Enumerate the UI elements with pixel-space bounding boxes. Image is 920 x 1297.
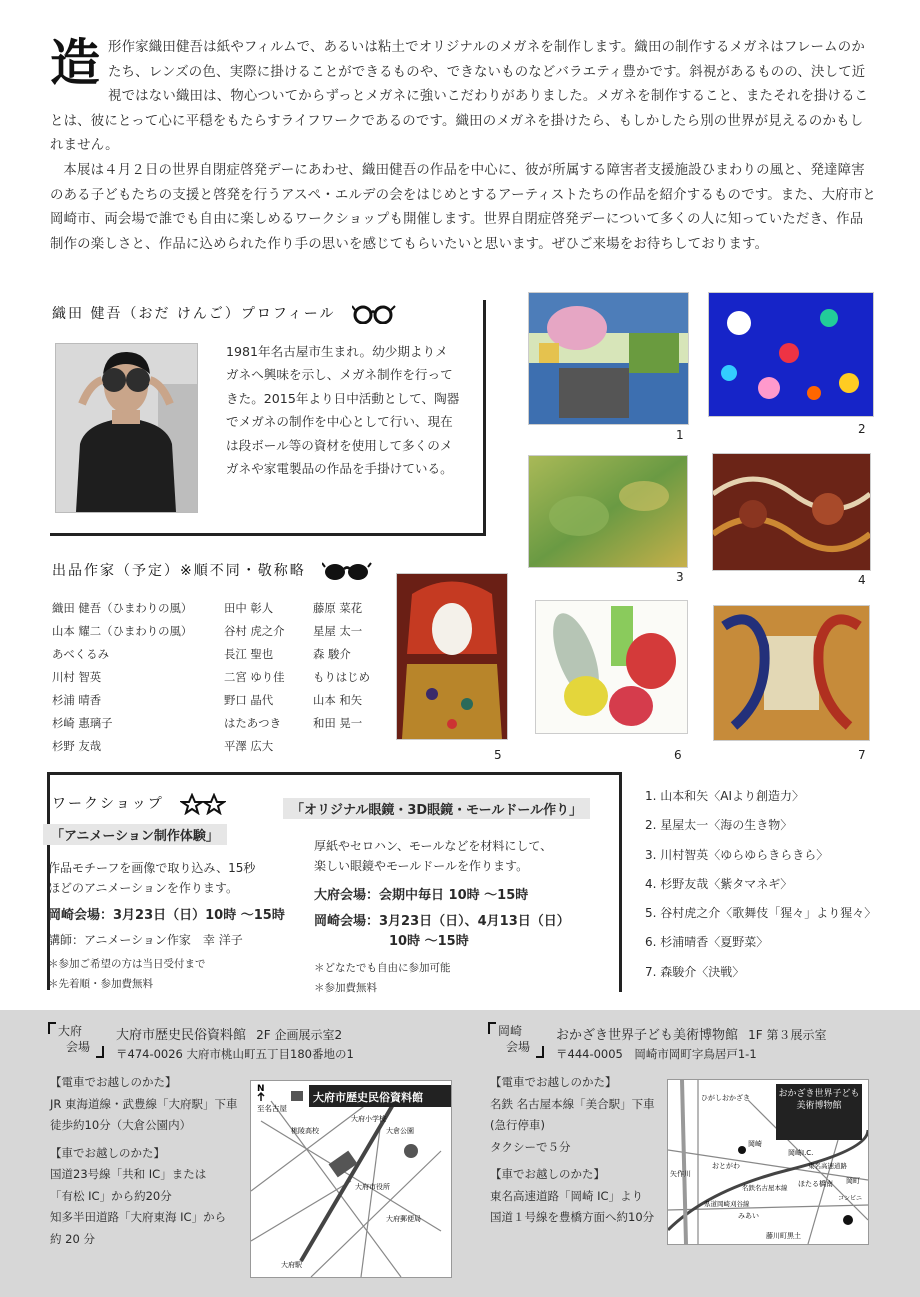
workshop-bracket-right <box>619 772 622 992</box>
workshop-a-note-2: ＊先着順・参加費無料 <box>48 978 153 990</box>
artist-name: もりはじめ <box>313 670 370 684</box>
artwork-number-4: 4 <box>858 573 866 587</box>
okazaki-map-label-9: 県道岡崎刈谷線 <box>704 1200 750 1208</box>
workshop-heading-text: ワークショップ <box>52 796 164 812</box>
workshop-b-venue-2: 岡崎会場：3月23日（日）、4月13日（日） <box>314 914 570 929</box>
okazaki-car-heading: 【車でお越しのかた】 <box>490 1167 605 1181</box>
okazaki-tag-2: 会場 <box>506 1040 531 1054</box>
obu-room: 2F 企画展示室2 <box>256 1028 343 1042</box>
obu-name: 大府市歴史民俗資料館 <box>116 1028 247 1043</box>
artwork-4 <box>712 453 871 571</box>
obu-map-label-3: 大倉公園 <box>386 1127 414 1135</box>
artist-name: 織田 健吾（ひまわりの風） <box>52 601 193 615</box>
okazaki-train-3: タクシーで５分 <box>490 1139 571 1154</box>
artwork-caption: 3. 川村智英〈ゆらゆらきらきら〉 <box>645 847 829 862</box>
okazaki-car-1: 東名高速道路「岡崎 IC」より <box>490 1188 644 1203</box>
profile-bracket-right <box>483 300 486 536</box>
okazaki-map-label-2: 岡崎 <box>748 1140 762 1148</box>
intro-paragraph-2: 本展は４月２日の世界自閉症啓発デーにあわせ、織田健吾の作品を中心に、彼が所属する障害者支援施設ひまわりの風と、発達障害のある子どもたちの支援と啓発を行うアスペ・エルデの会をはじめとするアーティストたちの作品を紹介するものです。また、大府市と岡崎市、両会場で誰でも自由に楽しめるワークショップも開催します。世界自閉症啓発デーについて多くの人に知っていただき、作品制作の楽しさと、作品に込められた作り手の思いを感じてもらいたいと思います。ぜひご来場をお待ちしております。 <box>50 162 876 252</box>
okazaki-map-label-11: 藤川町黒土 <box>766 1232 801 1240</box>
workshop-bracket-top <box>47 772 622 775</box>
dropcap: 造 <box>50 33 101 92</box>
obu-car-3: 知多半田道路「大府東海 IC」から <box>50 1210 227 1224</box>
obu-map-title: 大府市歴史民俗資料館 <box>313 1091 423 1104</box>
artwork-caption: 2. 星屋太一〈海の生き物〉 <box>645 818 793 833</box>
glasses-icon <box>352 304 396 324</box>
artist-name: 森 駿介 <box>313 647 351 661</box>
profile-bracket-bottom <box>50 533 486 536</box>
artwork-number-3: 3 <box>676 570 684 584</box>
artwork-number-7: 7 <box>858 748 866 762</box>
intro-text <box>50 33 876 257</box>
artwork-number-1: 1 <box>676 428 684 442</box>
artwork-caption: 1. 山本和矢〈AIより創造力〉 <box>645 789 805 803</box>
workshop-a-title: 「アニメーション制作体験」 <box>43 824 227 845</box>
okazaki-map-title: おかざき世界子ども美術博物館 <box>778 1089 860 1111</box>
obu-address: 〒474-0026 大府市桃山町五丁目180番地の1 <box>116 1047 354 1061</box>
workshop-b-desc-2: 楽しい眼鏡やモールドールを作ります。 <box>314 859 529 873</box>
obu-train-heading: 【電車でお越しのかた】 <box>50 1075 177 1089</box>
artist-name: はたあつき <box>224 716 281 730</box>
obu-car-2: 「有松 IC」から約20分 <box>50 1188 172 1203</box>
workshop-a-title-wrap <box>43 824 227 845</box>
profile-photo <box>55 343 198 513</box>
artist-name: 谷村 虎之介 <box>224 624 285 638</box>
artist-name: あべくるみ <box>52 647 109 661</box>
profile-heading <box>52 303 396 324</box>
obu-map-label-0: 至名古屋 <box>257 1104 287 1113</box>
okazaki-map-label-12: コンビニ <box>838 1195 863 1202</box>
workshop-a-body <box>48 858 298 994</box>
artwork-7 <box>713 605 870 741</box>
artist-column-2 <box>224 597 312 758</box>
obu-map-label-5: 大府郵便局 <box>386 1215 421 1223</box>
workshop-a-desc-2: ほどのアニメーションを作ります。 <box>48 881 238 895</box>
okazaki-venue-tag <box>488 1022 544 1058</box>
obu-car-4: 約 20 分 <box>50 1231 95 1246</box>
artwork-captions <box>645 782 905 987</box>
artwork-number-5: 5 <box>494 748 502 762</box>
okazaki-access <box>490 1072 680 1229</box>
artists-heading-text: 出品作家（予定）※順不同・敬称略 <box>52 563 306 579</box>
obu-map-north: N <box>257 1084 265 1094</box>
workshop-a-venue: 岡崎会場：3月23日（日）10時 〜15時 <box>48 908 285 923</box>
artist-name: 川村 智英 <box>52 670 102 684</box>
artwork-caption: 6. 杉浦晴香〈夏野菜〉 <box>645 935 769 950</box>
artist-name: 平澤 広大 <box>224 739 274 753</box>
okazaki-train-1: 名鉄 名古屋本線「美合駅」下車 <box>490 1096 655 1111</box>
artist-column-1 <box>52 597 222 758</box>
obu-tag-2: 会場 <box>66 1040 91 1054</box>
artist-name: 藤原 菜花 <box>313 601 363 615</box>
artwork-6 <box>535 600 688 734</box>
workshop-b-venue-1: 大府会場：会期中毎日 10時 〜15時 <box>314 888 529 903</box>
workshop-b-note-1: ＊どなたでも自由に参加可能 <box>314 962 451 974</box>
artwork-caption: 5. 谷村虎之介〈歌舞伎「猩々」より猩々〉 <box>645 906 877 921</box>
okazaki-map-label-7: ほたる橋南 <box>798 1180 833 1188</box>
okazaki-map <box>667 1079 869 1245</box>
workshop-a-desc-1: 作品モチーフを画像で取り込み、15秒 <box>48 861 256 875</box>
okazaki-address: 〒444-0005 岡崎市岡町字鳥居戸1-1 <box>556 1047 757 1061</box>
workshop-b-title-wrap <box>283 798 590 819</box>
okazaki-map-label-3: 岡崎I.C. <box>788 1149 814 1157</box>
okazaki-map-label-0: ひがしおかざき <box>701 1094 750 1102</box>
obu-car-heading: 【車でお越しのかた】 <box>50 1145 165 1160</box>
artist-name: 星屋 太一 <box>313 624 363 638</box>
workshop-b-note-2: ＊参加費無料 <box>314 982 377 994</box>
okazaki-train-heading: 【電車でお越しのかた】 <box>490 1075 617 1089</box>
okazaki-tag-1: 岡崎 <box>498 1024 523 1038</box>
obu-tag-1: 大府 <box>58 1024 83 1038</box>
artist-name: 長江 聖也 <box>224 647 274 661</box>
okazaki-name-line <box>556 1024 827 1043</box>
obu-name-line <box>116 1024 342 1043</box>
artist-name: 山本 耀二（ひまわりの風） <box>52 624 193 638</box>
artwork-3 <box>528 455 688 568</box>
obu-train-2: 徒歩約10分（大倉公園内） <box>50 1118 192 1132</box>
artwork-2 <box>708 292 874 417</box>
okazaki-map-label-6: 名鉄名古屋本線 <box>742 1184 788 1192</box>
artist-name: 野口 晶代 <box>224 693 274 707</box>
workshop-b-venue-2b: 10時 〜15時 <box>389 934 469 949</box>
okazaki-map-label-4: 東名高速道路 <box>808 1162 847 1170</box>
artist-name: 和田 晃一 <box>313 716 363 730</box>
obu-car-1: 国道23号線「共和 IC」または <box>50 1167 207 1181</box>
artist-name: 杉崎 惠璃子 <box>52 716 113 730</box>
okazaki-car-2: 国道１号線を豊橋方面へ約10分 <box>490 1210 655 1224</box>
workshop-a-note-1: ＊参加ご希望の方は当日受付まで <box>48 958 206 970</box>
artist-name: 杉浦 晴香 <box>52 693 102 707</box>
okazaki-map-label-10: みあい <box>738 1212 759 1220</box>
intro-paragraph-1: 形作家織田健吾は紙やフィルムで、あるいは粘土でオリジナルのメガネを制作します。織田の制作するメガネはフレームのかたち、レンズの色、実際に掛けることができるものや、できないものなどバラエティ豊かです。斜視があるものの、決して近視ではない織田は、物心ついてからずっとメガネに強いこだわりがありました。メガネを制作すること、またそれを掛けることは、彼にとって心に平穏をもたらすライフワークであるのです。織田のメガネを掛けたら、もしかしたら別の世界が見えるのかもしれません。 <box>50 40 869 154</box>
artwork-caption: 4. 杉野友哉〈紫タマネギ〉 <box>645 876 793 891</box>
obu-map <box>250 1080 452 1278</box>
artist-name: 田中 彰人 <box>224 601 274 615</box>
workshop-a-teacher: 講師：アニメーション作家 幸 洋子 <box>48 933 243 947</box>
artist-name: 山本 和矢 <box>313 693 363 707</box>
okazaki-train-2: (急行停車) <box>490 1118 545 1132</box>
workshop-b-desc-1: 厚紙やセロハン、モールなどを材料にして、 <box>314 839 553 853</box>
artwork-1 <box>528 292 689 425</box>
artist-column-3 <box>313 597 393 735</box>
obu-venue-tag <box>48 1022 104 1058</box>
workshop-heading <box>52 793 226 815</box>
obu-map-label-2: 大府小学校 <box>351 1115 386 1123</box>
okazaki-map-label-1: 矢作川 <box>670 1170 691 1178</box>
artists-heading <box>52 560 372 581</box>
obu-map-label-6: 大府駅 <box>281 1261 302 1269</box>
okazaki-map-label-5: おとがわ <box>712 1162 740 1170</box>
workshop-b-body <box>314 836 614 998</box>
obu-train-1: JR 東海道線・武豊線「大府駅」下車 <box>50 1096 238 1111</box>
obu-map-label-1: 桃陵高校 <box>291 1127 319 1135</box>
obu-map-label-4: 大府市役所 <box>355 1183 390 1191</box>
artwork-caption: 7. 森駿介〈決戦〉 <box>645 964 745 979</box>
artist-name: 二宮 ゆり佳 <box>224 670 285 684</box>
obu-access <box>50 1072 250 1250</box>
profile-text: 1981年名古屋市生まれ。幼少期よりメガネへ興味を示し、メガネ制作を行ってきた。2015年より日中活動として、陶器でメガネの制作を中心として行い、現在は段ボール等の資材を使用して多くのメガネや家電製品の作品を手掛けている。 <box>226 344 460 477</box>
okazaki-map-label-8: 岡町 <box>846 1177 860 1185</box>
star-glasses-icon <box>180 793 226 815</box>
sunglasses-icon <box>322 561 372 581</box>
artwork-5 <box>396 573 508 740</box>
workshop-b-title: 「オリジナル眼鏡・3D眼鏡・モールドール作り」 <box>283 798 590 819</box>
okazaki-room: 1F 第３展示室 <box>748 1028 827 1042</box>
artist-name: 杉野 友哉 <box>52 739 102 753</box>
artwork-number-6: 6 <box>674 748 682 762</box>
okazaki-name: おかざき世界子ども美術博物館 <box>556 1028 739 1043</box>
profile-heading-text: 織田 健吾（おだ けんご）プロフィール <box>52 306 336 322</box>
artwork-number-2: 2 <box>858 422 866 436</box>
